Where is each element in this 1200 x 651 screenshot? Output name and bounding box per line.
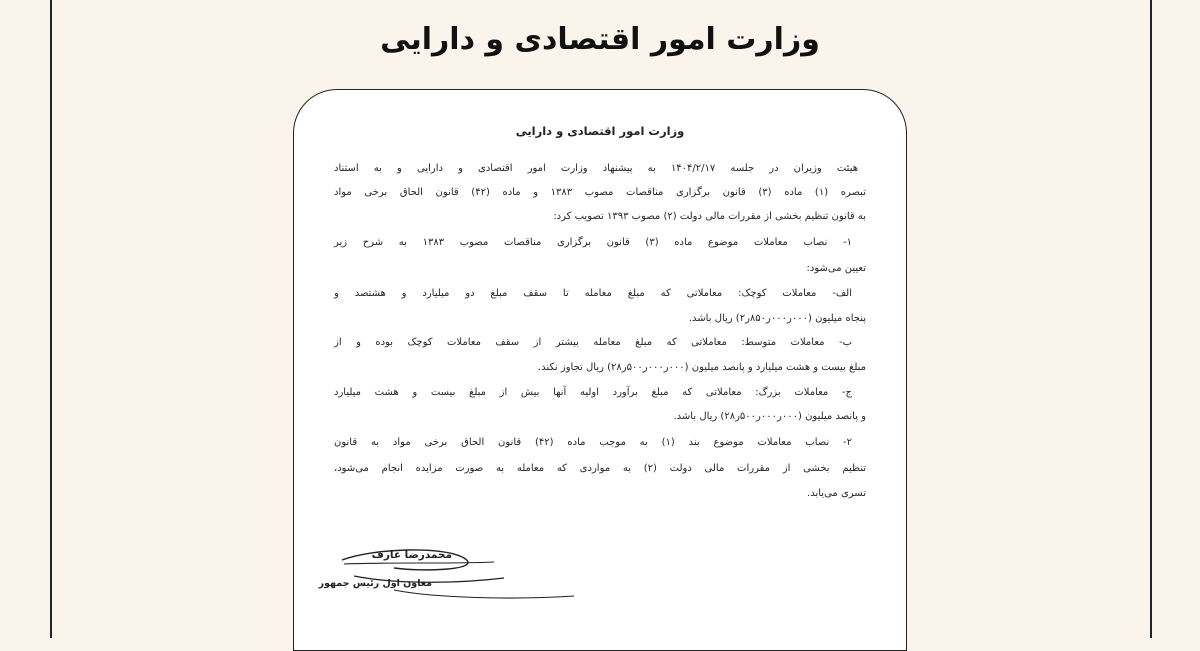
document-line: ۱- نصاب معاملات موضوع ماده (۳) قانون برگزاری مناقصات مصوب ۱۳۸۳ به شرح زیر xyxy=(334,237,852,248)
document-line: تسری می‌یابد. xyxy=(807,488,866,499)
document-title: وزارت امور اقتصادی و دارایی xyxy=(515,124,685,138)
signature-name: محمدرضا عارف xyxy=(371,549,452,561)
document-line: ج- معاملات بزرگ: معاملاتی که مبلغ برآورد اولیه آنها بیش از مبلغ بیست و هشت میلیارد xyxy=(334,387,852,398)
document-line: هیئت وزیران در جلسه ۱۴۰۴/۲/۱۷ به پیشنهاد وزارت امور اقتصادی و دارایی و به استناد xyxy=(334,163,858,174)
document-line: مبلغ بیست و هشت میلیارد و پانصد میلیون (۰۰۰ر۰۰۰ر۵۰۰ر۲۸) ریال تجاوز نکند. xyxy=(537,362,866,373)
document-line: الف- معاملات کوچک: معاملاتی که مبلغ معامله تا سقف مبلغ دو میلیارد و هشتصد و xyxy=(334,288,852,299)
document-line: تبصره (۱) ماده (۳) قانون برگزاری مناقصات مصوب ۱۳۸۳ و ماده (۴۲) قانون الحاق برخی مواد xyxy=(334,187,866,198)
document-line: به قانون تنظیم بخشی از مقررات مالی دولت (۲) مصوب ۱۳۹۳ تصویب کرد: xyxy=(553,211,866,222)
document-line: ب- معاملات متوسط: معاملاتی که مبلغ معامله بیشتر از سقف معاملات کوچک بوده و از xyxy=(334,337,852,348)
document-line: و پانصد میلیون (۰۰۰ر۰۰۰ر۵۰۰ر۲۸) ریال باشد. xyxy=(673,411,866,422)
document-image xyxy=(293,89,907,651)
signature-stamp xyxy=(318,538,594,628)
document-line: ۲- نصاب معاملات موضوع بند (۱) به موجب ماده (۴۲) قانون الحاق برخی مواد به قانون xyxy=(334,437,853,448)
document-line: تنظیم بخشی از مقررات مالی دولت (۲) به مواردی که معامله به صورت مزایده انجام می‌شود، xyxy=(334,463,866,474)
document-line: پنجاه میلیون (۰۰۰ر۰۰۰ر۸۵۰ر۲) ریال باشد. xyxy=(688,313,866,324)
document-line: تعیین می‌شود: xyxy=(806,263,866,274)
page-title: وزارت امور اقتصادی و دارایی xyxy=(380,22,820,57)
signature-role: معاون اول رئیس جمهور xyxy=(318,578,432,589)
